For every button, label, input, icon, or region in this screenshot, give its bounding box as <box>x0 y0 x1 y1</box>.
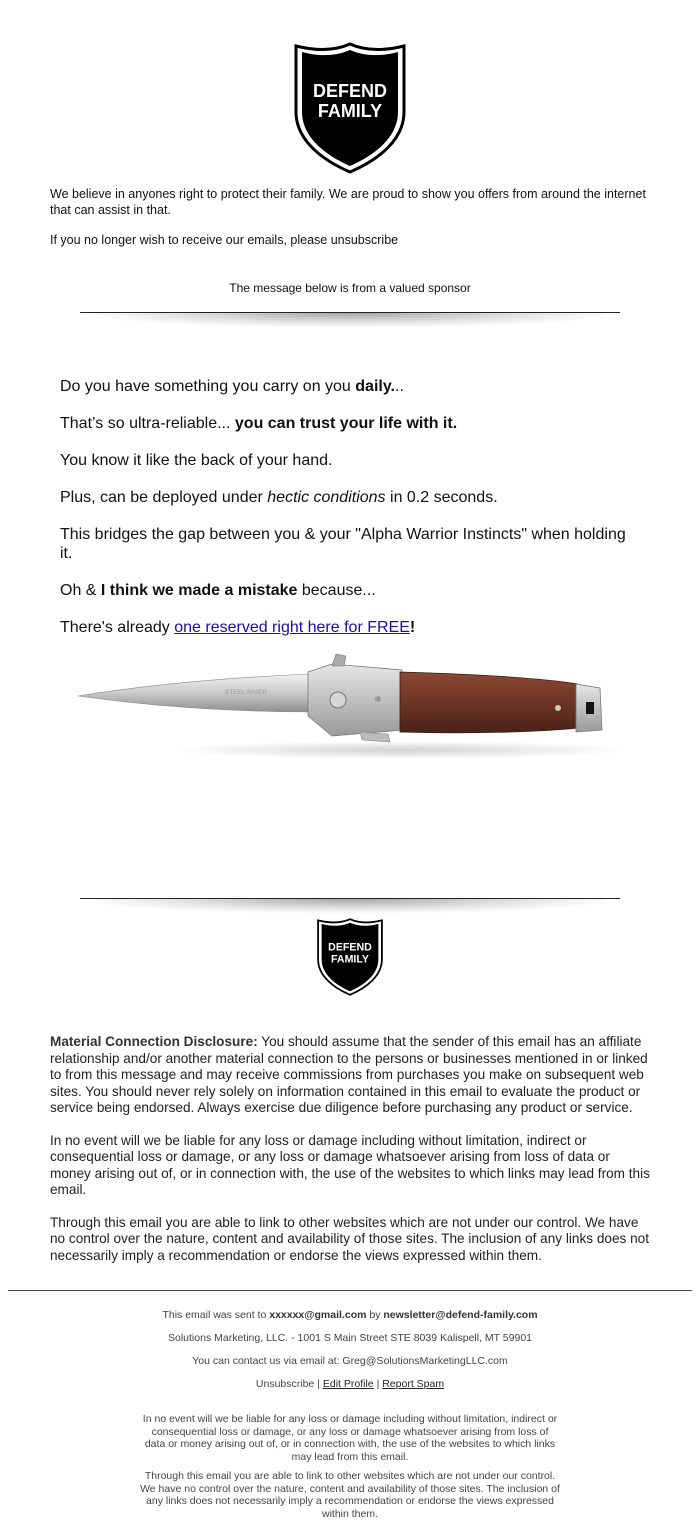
ad-line-2 <box>60 414 640 433</box>
ad-line-4-italic: hectic conditions <box>267 489 386 506</box>
footer-separator-1: | <box>317 1378 320 1390</box>
ad-line-1-suffix: .. <box>395 378 404 395</box>
ad-line-1 <box>60 377 640 396</box>
blade-engraving: STEEL RIVER <box>225 689 268 696</box>
intro-text: We believe in anyones right to protect their family. We are proud to show you offers from around the internet that can assist in that. <box>50 187 646 217</box>
ad-line-7-suffix: ! <box>409 619 416 636</box>
footer-sent-by: by <box>366 1309 384 1321</box>
ad-line-6-suffix: because... <box>297 582 376 599</box>
footer-rule <box>8 1290 692 1291</box>
footer-sender-email: newsletter@defend-family.com <box>383 1309 538 1321</box>
ad-line-7 <box>60 618 640 637</box>
shield-icon <box>292 42 408 174</box>
report-spam-link[interactable]: Report Spam <box>382 1378 445 1390</box>
footer-address: Solutions Marketing, LLC. - 1001 S Main Street STE 8039 Kalispell, MT 59901 <box>168 1332 532 1344</box>
knife-illustration <box>70 650 630 775</box>
ad-copy <box>60 377 640 637</box>
disclosure-para-1 <box>50 1034 650 1117</box>
footer-separator-2: | <box>376 1378 380 1390</box>
unsubscribe-prefix: If you no longer wish to receive our emails, please <box>50 233 331 247</box>
ad-line-3: You know it like the back of your hand. <box>60 452 333 469</box>
ad-line-7-text: There's already <box>60 619 175 636</box>
ad-line-2-bold: you can trust your life with it. <box>234 415 458 432</box>
disclosure-para-3: Through this email you are able to link to other websites which are not under our control. We have no control over the nature, content and availability of those sites. The inclusion of any links does not necessarily imply a recommendation or endorse the views expressed within them. <box>50 1214 649 1263</box>
footer-sent-line <box>0 1309 700 1322</box>
ad-line-6 <box>60 581 640 600</box>
ad-line-1-text: Do you have something you carry on you <box>60 378 356 395</box>
free-offer-link[interactable]: one reserved right here for FREE <box>174 619 410 636</box>
unsubscribe-notice <box>50 232 650 248</box>
logo-text-defend: DEFEND <box>312 81 388 101</box>
ad-line-4 <box>60 488 640 507</box>
footer-sent-prefix: This email was sent to <box>162 1309 270 1321</box>
logo-text-family: FAMILY <box>317 101 383 121</box>
footer-recipient-email: xxxxxx@gmail.com <box>269 1309 367 1321</box>
footer-legal-2: Through this email you are able to link to other websites which are not under our control. We have no control over the nature, content and availability of those sites. The inclusion of any links does not necessarily imply a recommendation or endorse the views expressed within them. <box>140 1470 560 1520</box>
ad-line-4-text: Plus, can be deployed under <box>60 489 268 506</box>
edit-profile-link[interactable]: Edit Profile <box>322 1378 374 1390</box>
logo-small-text-family: FAMILY <box>331 953 369 966</box>
footer-unsubscribe-link[interactable]: Unsubscribe <box>255 1378 315 1390</box>
ad-line-2-text: That’s so ultra-reliable... <box>60 415 235 432</box>
ad-line-4-suffix: in 0.2 seconds. <box>385 489 498 506</box>
disclosure <box>50 1034 650 1264</box>
defend-family-logo <box>292 42 408 174</box>
footer-contact: You can contact us via email at: Greg@SolutionsMarketingLLC.com <box>192 1355 508 1367</box>
footer-legal-1: In no event will we be liable for any loss or damage including without limitation, indirect or consequential loss or damage, or any loss or damage whatsoever arising from loss of data or money arising out of, or in connection with, the use of the websites to which links may lead from this email. <box>142 1413 558 1463</box>
knife-product-image[interactable] <box>70 650 630 775</box>
ad-line-1-bold: daily. <box>355 378 395 395</box>
disclosure-title: Material Connection Disclosure: <box>50 1034 258 1049</box>
ad-line-6-text: Oh & <box>60 582 101 599</box>
divider-bottom-shadow <box>95 899 605 913</box>
defend-family-logo-small <box>315 918 385 996</box>
disclosure-para-2: In no event will we be liable for any loss or damage including without limitation, indirect or consequential loss or damage, or any loss or damage whatsoever arising from loss of data or money arising out of, or in connection with, the use of the websites to which links may lead from this email. <box>50 1132 650 1197</box>
ad-line-6-bold: I think we made a mistake <box>100 582 298 599</box>
disclosure-para-1-text: You should assume that the sender of this email has an affiliate relationship and/or another material connection to the persons or businesses mentioned in or linked to from this message and may receive commissions from purchases you make on subsequent web sites. You should never rely solely on information contained in this email to evaluate the product or service being endorsed. Always exercise due diligence before purchasing any product or service. <box>50 1034 648 1115</box>
shield-icon-small <box>315 918 385 996</box>
footer-links <box>0 1378 700 1391</box>
divider-top-shadow <box>95 313 605 327</box>
header-unsubscribe-link[interactable]: unsubscribe <box>330 233 399 247</box>
sponsor-note: The message below is from a valued sponsor <box>229 281 471 295</box>
logo-small-text-defend: DEFEND <box>328 941 372 954</box>
ad-line-5: This bridges the gap between you & your "Alpha Warrior Instincts" when holding it. <box>60 526 626 562</box>
